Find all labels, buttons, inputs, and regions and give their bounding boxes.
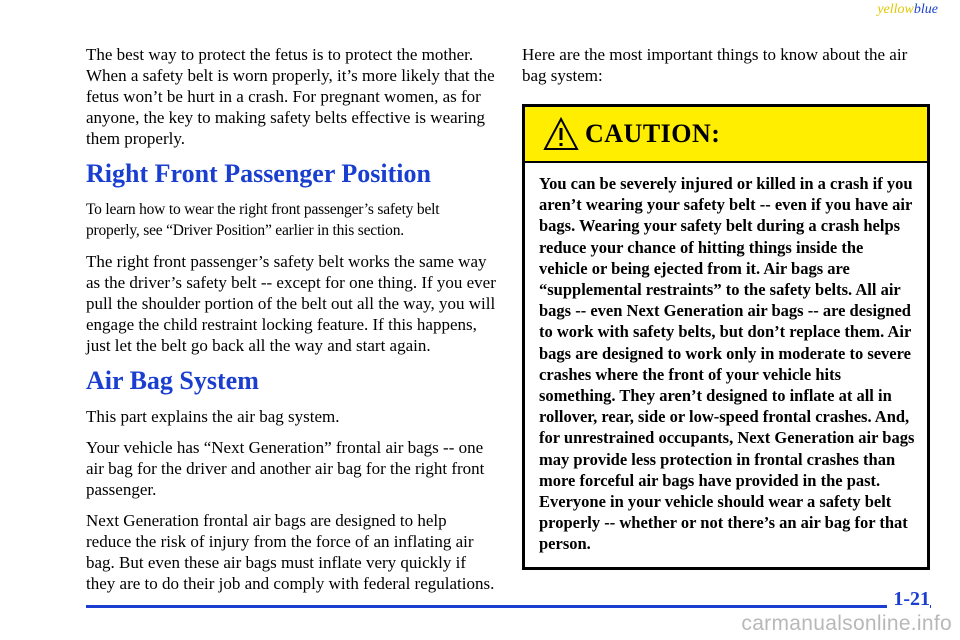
- color-tag: [877, 2, 938, 18]
- left-column: [86, 44, 496, 604]
- important-things-paragraph: Here are the most important things to know about the air bag system:: [522, 45, 908, 85]
- warning-triangle-icon: [543, 117, 579, 151]
- footer-rule: [86, 605, 931, 608]
- part-paragraph: This part explains the air bag system.: [86, 407, 340, 426]
- right-column: [522, 44, 930, 570]
- color-tag-blue: blue: [913, 2, 938, 17]
- caution-text: You can be severely injured or killed in a crash if you aren’t wearing your safety belt -- even if you have air bags. Wearing your safety belt during a crash helps reduce your chance of hitting things inside the vehicle or being ejected from it. Air bags are “supplemental restraints” to the safety belts. All air bags -- even Next Generation air bags -- are designed to work with safety belts, but don’t replace them. Air bags are designed to work only in moderate to severe crashes where the front of your vehicle hits something. They aren’t designed to inflate at all in rollover, rear, side or low-speed frontal crashes. And, for unrestrained occupants, Next Generation air bags may provide less protection in frontal crashes than more forceful air bags have provided in the past. Everyone in your vehicle should wear a safety belt properly -- whether or not there’s an air bag for that person.: [539, 174, 915, 554]
- caution-box: [522, 104, 930, 570]
- fetus-paragraph: The best way to protect the fetus is to protect the mother. When a safety belt is worn properly, it’s more likely that the fetus won’t be hurt in a crash. For pregnant women, as for anyone, the key to making safety belts effective is wearing them properly.: [86, 45, 495, 148]
- color-tag-yellow: yellow: [877, 2, 914, 17]
- learn-paragraph: To learn how to wear the right front passenger’s safety belt properly, see “Driver Position” earlier in this section.: [86, 201, 440, 239]
- next-generation-paragraph: Your vehicle has “Next Generation” frontal air bags -- one air bag for the driver and another air bag for the right front passenger.: [86, 438, 485, 499]
- heading-right-front-passenger: Right Front Passenger Position: [86, 159, 431, 188]
- caution-header: [525, 107, 927, 163]
- watermark: carmanualsonline.info: [741, 612, 952, 635]
- belt-paragraph: The right front passenger’s safety belt works the same way as the driver’s safety belt -- except for one thing. If you ever pull the shoulder portion of the belt out all the way, you will engage the child restraint locking feature. If this happens, just let the belt go back all the way and start again.: [86, 252, 496, 355]
- frontal-paragraph: Next Generation frontal air bags are designed to help reduce the risk of injury from the force of an inflating air bag. But even these air bags must inflate very quickly if they are to do their job and comply with federal regulations.: [86, 511, 495, 593]
- heading-air-bag-system: Air Bag System: [86, 366, 259, 395]
- page-number: 1-21: [887, 588, 930, 611]
- caution-title: CAUTION:: [585, 119, 721, 148]
